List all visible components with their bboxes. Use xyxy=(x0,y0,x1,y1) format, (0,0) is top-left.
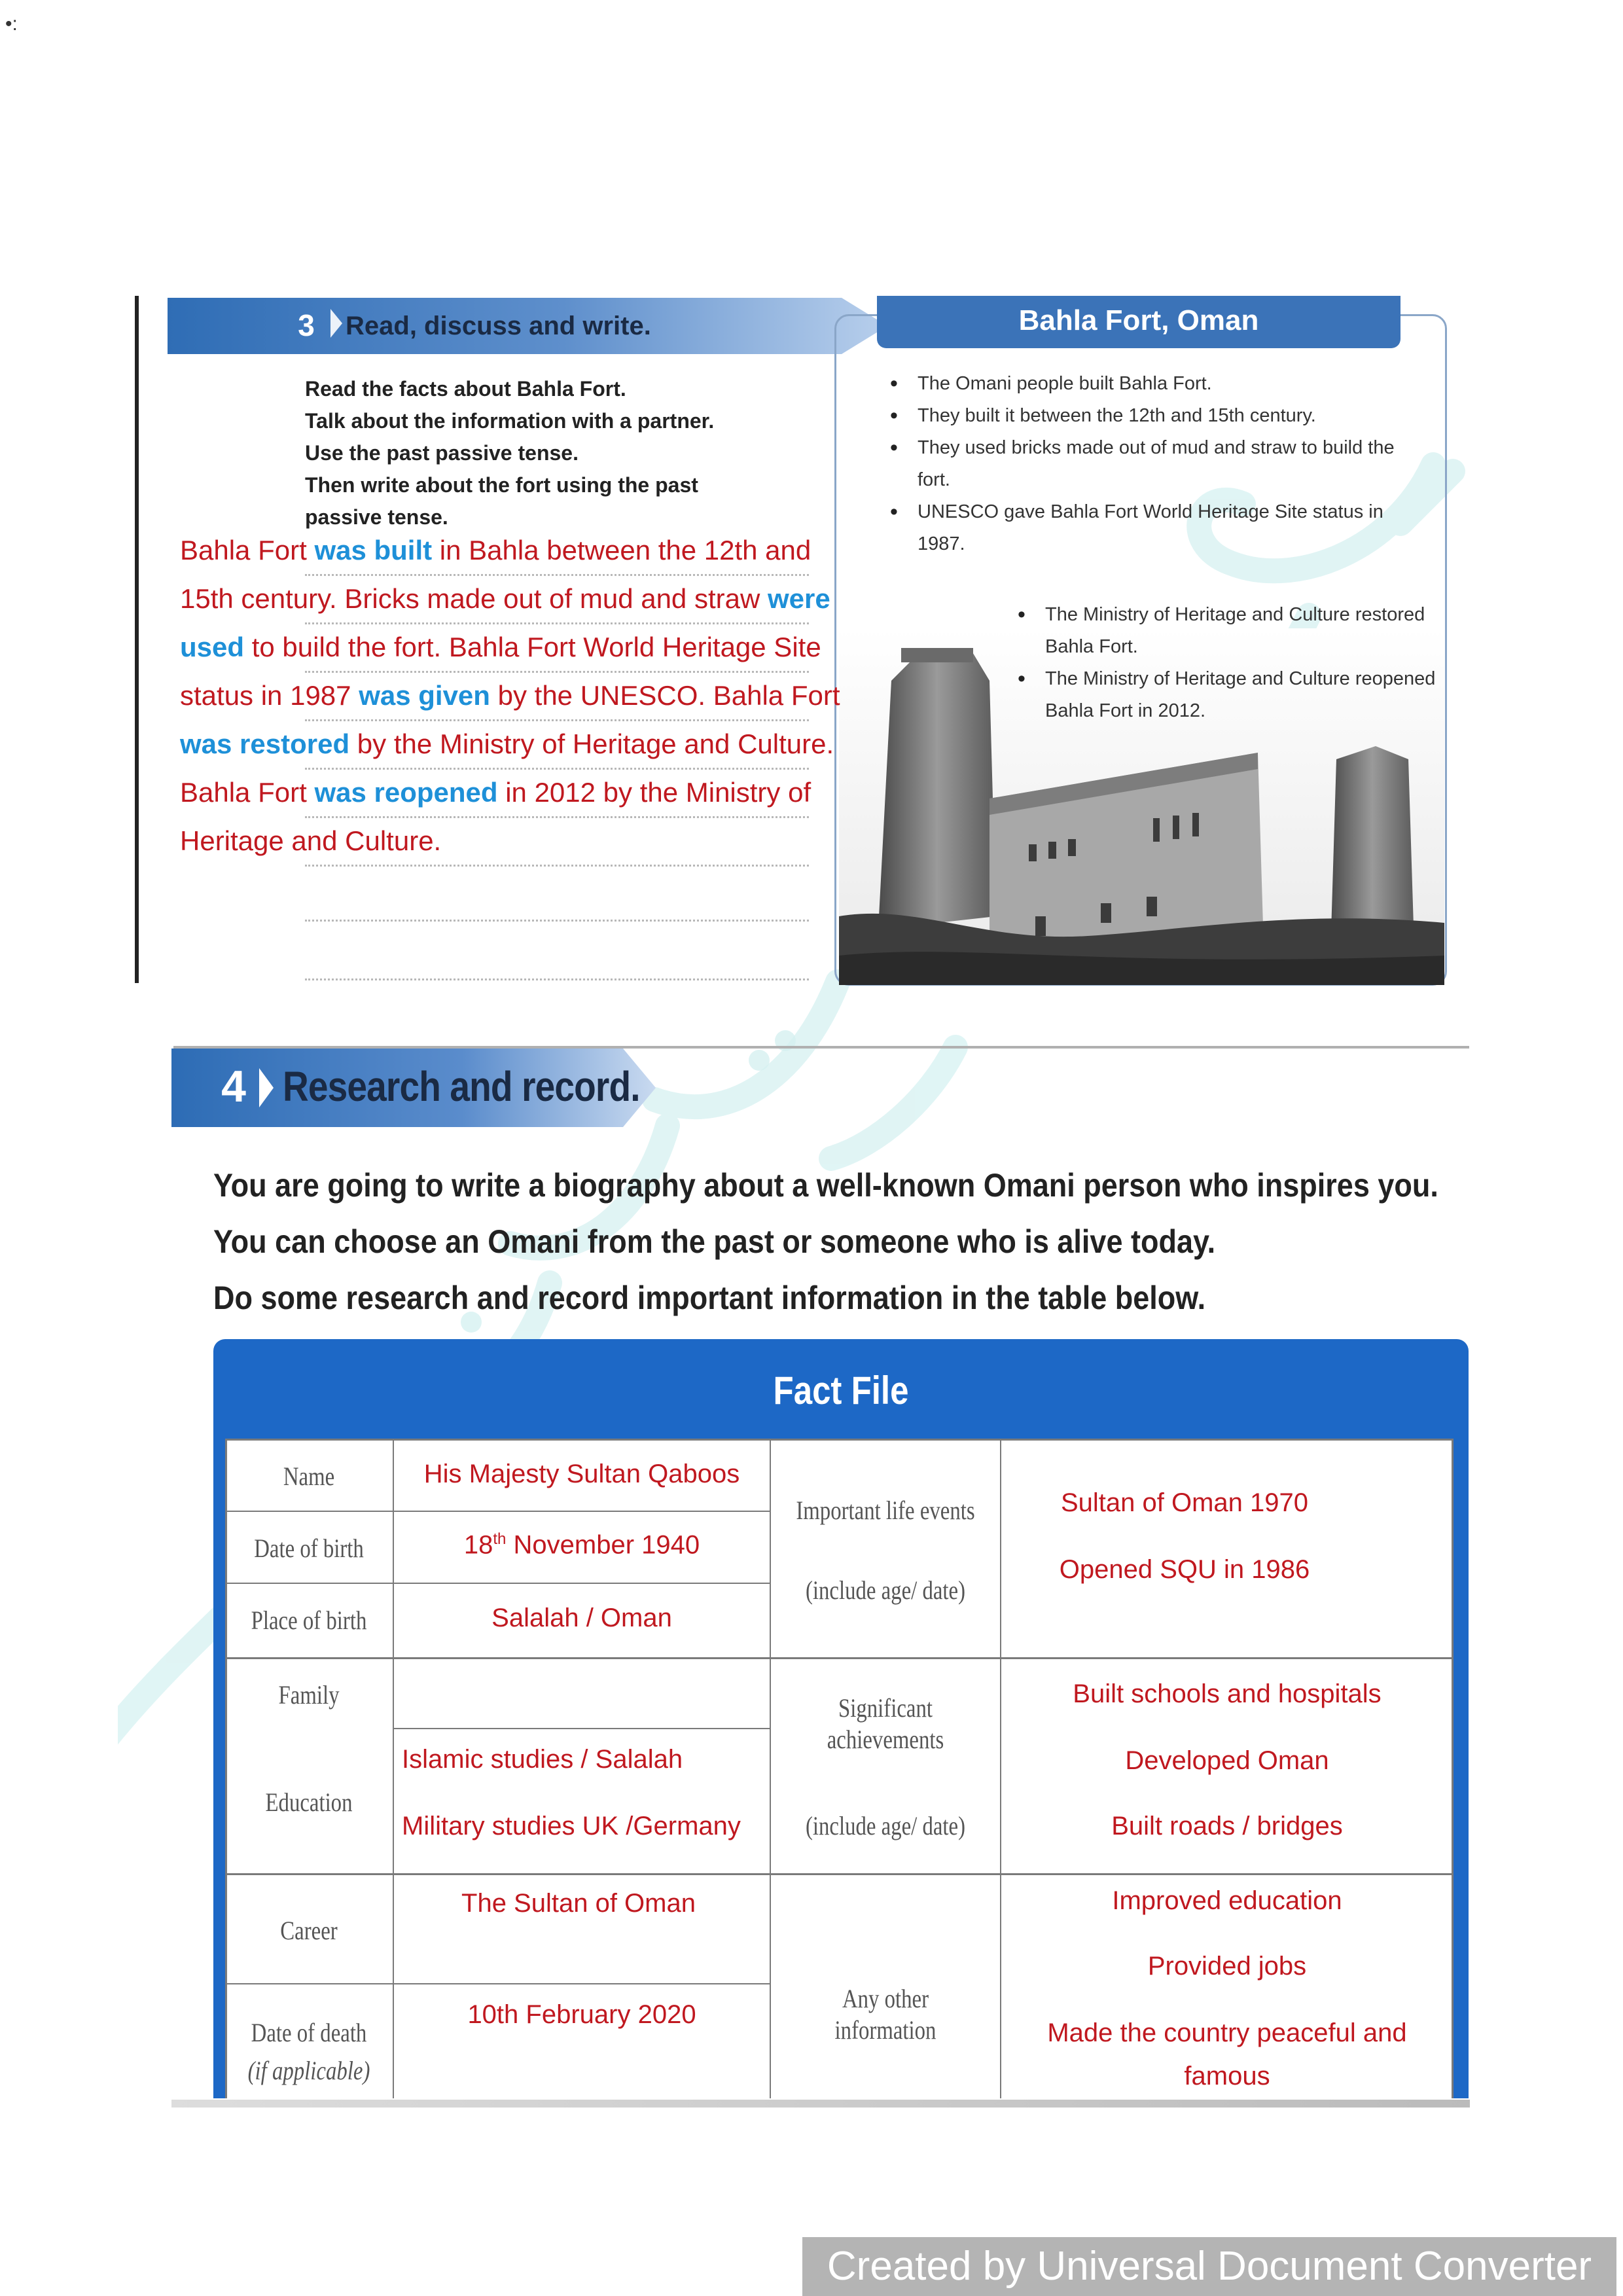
passive-verb: were used xyxy=(180,583,830,662)
label-place-of-birth: Place of birth xyxy=(251,1605,367,1635)
factbox-list-2 xyxy=(1011,599,1436,727)
value-date-of-death: 10th February 2020 xyxy=(467,2000,696,2029)
fact-file-title: Fact File xyxy=(773,1369,909,1412)
section3-instructions xyxy=(305,373,815,533)
value-other-2: Provided jobs xyxy=(1147,1952,1307,1981)
answer-text: in Bahla between the 12th and 15th century. Bricks made out of mud and straw xyxy=(180,535,812,614)
section3-arrow-icon xyxy=(330,309,342,338)
section3-answer-paragraph xyxy=(180,526,861,865)
value-name: His Majesty Sultan Qaboos xyxy=(423,1460,740,1488)
value-other-1: Improved education xyxy=(1112,1886,1342,1915)
value-education-1: Islamic studies / Salalah xyxy=(402,1745,683,1774)
section4-instructions xyxy=(213,1157,1438,1326)
value-education-2: Military studies UK /Germany xyxy=(402,1812,741,1840)
table-rule xyxy=(393,1728,770,1729)
value-place-of-birth: Salalah / Oman xyxy=(491,1604,672,1632)
instruction-line: Then write about the fort using the past xyxy=(305,473,698,497)
value-achievement-1: Built schools and hospitals xyxy=(1073,1679,1382,1708)
instruction-line: You can choose an Omani from the past or someone who is alive today. xyxy=(213,1223,1216,1260)
writing-line xyxy=(305,920,809,922)
dob-rest: November 1940 xyxy=(506,1530,700,1560)
instruction-line: Do some research and record important information in the table below. xyxy=(213,1280,1206,1316)
fact-item: • The Ministry of Heritage and Culture restored Bahla Fort. xyxy=(1011,599,1436,663)
value-date-of-birth xyxy=(395,1524,768,1560)
table-rule xyxy=(225,1657,1453,1659)
table-rule xyxy=(225,1983,770,1984)
value-event-1: Sultan of Oman 1970 xyxy=(1060,1488,1309,1517)
section4-top-rule xyxy=(173,1046,1469,1049)
label-other-info: Any other information xyxy=(834,1984,936,2045)
table-rule xyxy=(225,1439,227,2098)
label-life-events-note: (include age/ date) xyxy=(805,1575,966,1605)
dob-suffix: th xyxy=(493,1530,507,1548)
fact-item: • The Ministry of Heritage and Culture reopened Bahla Fort in 2012. xyxy=(1011,663,1436,727)
answer-text: Bahla Fort xyxy=(180,535,315,565)
corner-mark: •: xyxy=(5,13,18,35)
label-family: Family xyxy=(278,1680,340,1710)
dob-day: 18 xyxy=(463,1530,493,1560)
table-rule xyxy=(225,1873,1453,1875)
fact-item: • The Omani people built Bahla Fort. xyxy=(883,368,1420,400)
passive-verb: was reopened xyxy=(314,777,498,808)
page-scan-edge xyxy=(171,2100,1470,2108)
value-other-4: famous xyxy=(1184,2062,1270,2090)
instruction-line: Talk about the information with a partner. xyxy=(305,409,715,433)
answer-text: to build the fort. Bahla Fort World Heritage Site status in 1987 xyxy=(180,632,821,711)
value-achievement-2: Developed Oman xyxy=(1125,1746,1329,1775)
label-date-of-death: Date of death xyxy=(251,2018,367,2047)
section4-arrow-icon xyxy=(259,1068,274,1107)
converter-footer: Created by Universal Document Converter xyxy=(802,2237,1616,2296)
instruction-line: passive tense. xyxy=(305,505,448,529)
instruction-line: Read the facts about Bahla Fort. xyxy=(305,377,626,401)
label-name: Name xyxy=(283,1462,335,1491)
value-other-3: Made the country peaceful and xyxy=(1047,2018,1407,2047)
writing-line xyxy=(305,978,809,980)
label-achievements: Significant achievements xyxy=(827,1693,944,1754)
factbox-title: Bahla Fort, Oman xyxy=(877,296,1400,348)
table-rule xyxy=(225,1511,770,1512)
instruction-line: You are going to write a biography about a well-known Omani person who inspires you. xyxy=(213,1167,1438,1204)
passive-verb: was restored xyxy=(180,728,350,759)
label-achievements-note: (include age/ date) xyxy=(805,1811,966,1840)
answer-text: by the UNESCO. Bahla Fort xyxy=(490,680,840,711)
table-rule xyxy=(770,1439,771,2098)
fact-item: • They built it between the 12th and 15th century. xyxy=(883,400,1420,432)
fact-item: • UNESCO gave Bahla Fort World Heritage Site status in 1987. xyxy=(883,496,1420,560)
section3-left-rule xyxy=(135,296,139,983)
table-rule xyxy=(225,1439,1453,1441)
passive-verb: was built xyxy=(314,535,433,565)
instruction-line: Use the past passive tense. xyxy=(305,441,579,465)
value-career: The Sultan of Oman xyxy=(461,1889,696,1918)
fact-item: • They used bricks made out of mud and straw to build the fort. xyxy=(883,432,1420,496)
section3-number: 3 xyxy=(298,308,315,342)
value-achievement-3: Built roads / bridges xyxy=(1111,1812,1343,1840)
label-career: Career xyxy=(280,1916,338,1945)
section4-title: Research and record. xyxy=(283,1063,640,1110)
table-rule xyxy=(393,1439,394,2098)
label-life-events: Important life events xyxy=(796,1496,975,1525)
label-date-of-death-note: (if applicable) xyxy=(247,2056,370,2085)
label-education: Education xyxy=(265,1787,353,1817)
label-date-of-birth: Date of birth xyxy=(254,1534,364,1563)
answer-text: in 2012 by the Ministry of Heritage and Culture. xyxy=(180,777,812,856)
factbox-list xyxy=(883,368,1420,560)
section4-number: 4 xyxy=(221,1062,246,1111)
section3-title: Read, discuss and write. xyxy=(346,312,651,340)
table-rule xyxy=(225,1583,770,1584)
passive-verb: was given xyxy=(359,680,490,711)
answer-text: by the Ministry of Heritage and Culture. Bahla Fort xyxy=(180,728,834,808)
value-event-2: Opened SQU in 1986 xyxy=(1059,1555,1310,1584)
